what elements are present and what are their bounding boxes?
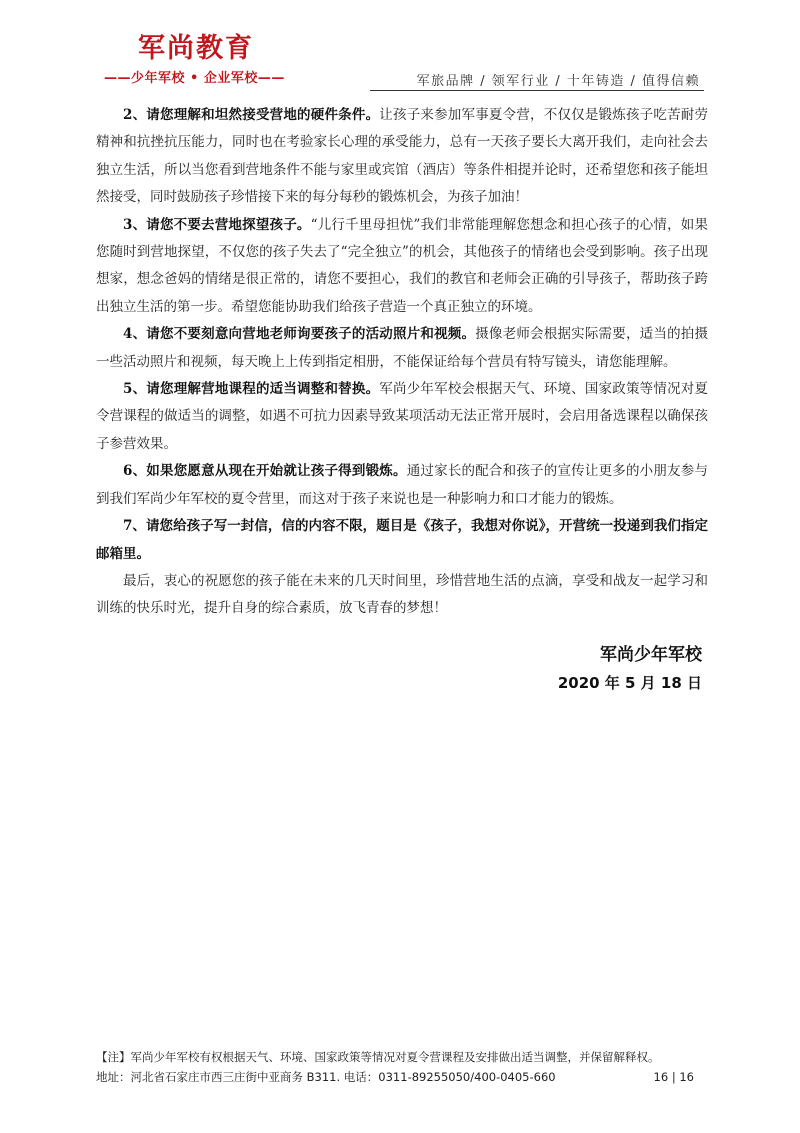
signature-date: 2020 年 5 月 18 日 <box>557 674 702 692</box>
header-slogan: 军旅品牌 / 领军行业 / 十年铸造 / 值得信赖 <box>416 74 700 89</box>
footer-address-row <box>96 1067 708 1087</box>
page-number: 16 | 16 <box>653 1070 694 1084</box>
signature-school: 军尚少年军校 <box>600 645 702 665</box>
paragraph-heading: 6、如果您愿意从现在开始就让孩子得到锻炼。 <box>123 463 407 480</box>
footer-note: 【注】军尚少年军校有权根据天气、环境、国家政策等情况对夏令营课程及安排做出适当调整，并保留解释权。 <box>96 1050 660 1064</box>
paragraph-text: 最后，衷心的祝愿您的孩子能在未来的几天时间里，珍惜营地生活的点滴，享受和战友一起学习和训练的快乐时光，提升自身的综合素质，放飞青春的梦想！ <box>96 572 708 617</box>
paragraph-heading: 7、请您给孩子写一封信，信的内容不限，题目是《孩子，我想对你说》，开营统一投递到我们指定邮箱里。 <box>96 518 708 562</box>
paragraph-4 <box>96 321 708 376</box>
paragraph-text: “儿行千里母担忧”我们非常能理解您想念和担心孩子的心情，如果您随时到营地探望，不仅您的孩子失去了“完全独立”的机会，其他孩子的情绪也会受到影响。孩子出现想家，想念爸妈的情绪是很正常的，请您不要担心，我们的教官和老师会正确的引导孩子，帮助孩子跨出独立生活的第一步。希望您能协助我们给孩子营造一个真正独立的环境。 <box>96 216 708 315</box>
paragraph-5 <box>96 376 708 458</box>
paragraph-7 <box>96 513 708 568</box>
signature-block <box>558 641 702 697</box>
paragraph-heading: 4、请您不要刻意向营地老师询要孩子的活动照片和视频。 <box>123 326 476 343</box>
logo-subtitle: ——少年军校 • 企业军校—— <box>104 71 285 86</box>
paragraph-6 <box>96 458 708 513</box>
closing-paragraph <box>96 568 708 623</box>
letter-body <box>96 102 708 623</box>
logo-title: 军尚教育 <box>138 33 254 64</box>
paragraph-text: 让孩子来参加军事夏令营，不仅仅是锻炼孩子吃苦耐劳精神和抗挫抗压能力，同时也在考验家长心理的承受能力，总有一天孩子要长大离开我们，走向社会去独立生活，所以当您看到营地条件不能与家里或宾馆（酒店）等条件相提并论时，还希望您和孩子能坦然接受，同时鼓励孩子珍惜接下来的每分每秒的锻炼机会，为孩子加油！ <box>96 107 708 206</box>
paragraph-3 <box>96 212 708 322</box>
paragraph-text: 军尚少年军校会根据天气、环境、国家政策等情况对夏令营课程的做适当的调整，如遇不可抗力因素导致某项活动无法正常开展时，会启用备选课程以确保孩子参营效果。 <box>96 381 708 452</box>
paragraph-heading: 3、请您不要去营地探望孩子。 <box>123 216 311 233</box>
paragraph-text: 通过家长的配合和孩子的宣传让更多的小朋友参与到我们军尚少年军校的夏令营里，而这对于孩子来说也是一种影响力和口才能力的锻炼。 <box>96 463 708 507</box>
paragraph-heading: 2、请您理解和坦然接受营地的硬件条件。 <box>123 107 380 123</box>
paragraph-heading: 5、请您理解营地课程的适当调整和替换。 <box>123 381 380 398</box>
footer-address: 地址：河北省石家庄市西三庄街中亚商务 B311. 电话：0311-89255050/400-0405-660 <box>96 1070 556 1084</box>
paragraph-2 <box>96 102 708 212</box>
page-footer <box>96 1047 708 1087</box>
header-rule <box>370 90 704 91</box>
paragraph-text: 摄像老师会根据实际需要，适当的拍摄一些活动照片和视频，每天晚上上传到指定相册，不能保证给每个营员有特写镜头，请您能理解。 <box>96 326 708 370</box>
